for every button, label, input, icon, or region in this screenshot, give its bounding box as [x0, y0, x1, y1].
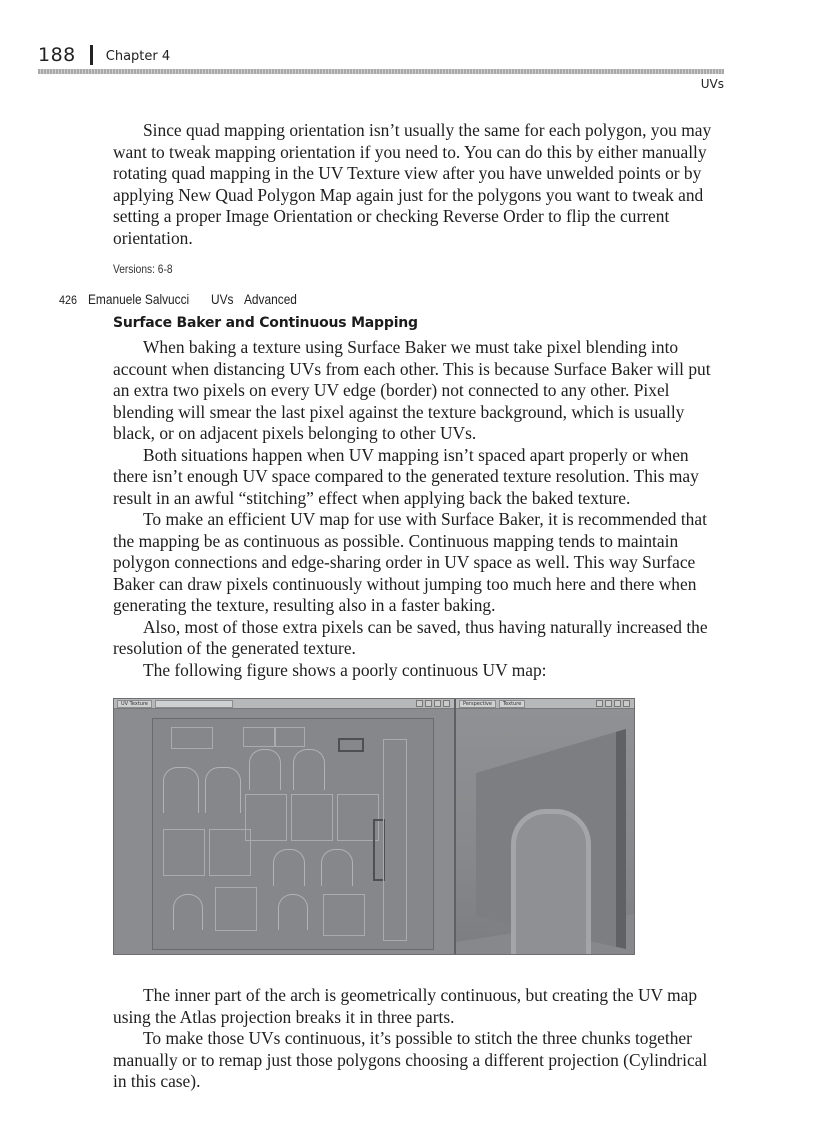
- paragraph: Also, most of those extra pixels can be saved, thus having naturally increased the resolution of the generated texture.: [113, 616, 708, 658]
- uv-island: [163, 829, 205, 876]
- page-number: 188: [38, 44, 76, 66]
- uv-island: [209, 829, 251, 876]
- tip-meta: [58, 291, 306, 307]
- uv-island: [171, 727, 213, 749]
- uv-arch: [293, 749, 325, 790]
- archway: [511, 809, 591, 954]
- tip-title: Surface Baker and Continuous Mapping: [113, 315, 418, 331]
- tip-body: [113, 337, 725, 681]
- uv-island: [215, 887, 257, 931]
- uv-strip: [383, 739, 407, 941]
- running-head: [38, 40, 170, 66]
- paragraph: To make those UVs continuous, it’s possible to stitch the three chunks together manually or to remap just those polygons choosing a different projection (Cylindrical in this case).: [113, 1028, 708, 1091]
- header-divider: [90, 45, 93, 65]
- uv-island: [323, 894, 365, 936]
- paragraph: To make an efficient UV map for use with Surface Baker, it is recommended that the mapping be as continuous as possible. Continuous mapping tends to maintain polygon connections and edge-sharing order in UV space as well. This way Surface Baker can draw pixels continuously without jumping too much here and there when generating the texture, resulting also in a faster baking.: [113, 509, 707, 615]
- uv-island: [245, 794, 287, 841]
- uv-arch: [321, 849, 353, 886]
- uv-arch: [163, 767, 199, 813]
- uv-texture-viewport: [114, 699, 456, 954]
- header-rule: [38, 69, 724, 74]
- paragraph: Both situations happen when UV mapping isn’t spaced apart properly or when there isn’t enough UV space compared to the generated texture resolution. This may result in an awful “stitching” effect when applying back the baked texture.: [113, 444, 699, 508]
- maximize-icon: [443, 700, 450, 707]
- uv-arch: [273, 849, 305, 886]
- zoom-icon: [614, 700, 621, 707]
- move-icon: [596, 700, 603, 707]
- maximize-icon: [623, 700, 630, 707]
- uv-map-figure: [113, 698, 635, 955]
- uv-island: [275, 727, 305, 747]
- uv-selection: [338, 738, 364, 752]
- paragraph: The following figure shows a poorly continuous UV map:: [143, 659, 547, 680]
- wall-edge: [616, 729, 626, 949]
- versions-label: Versions: 6-8: [113, 262, 173, 276]
- perspective-viewport: [456, 699, 634, 954]
- uv-arch: [173, 894, 203, 930]
- paragraph: The inner part of the arch is geometrically continuous, but creating the UV map using the Atlas projection breaks it in three parts.: [113, 985, 698, 1027]
- zoom-icon: [434, 700, 441, 707]
- move-icon: [416, 700, 423, 707]
- uv-layout: [152, 718, 434, 950]
- uv-map-dropdown: [155, 700, 233, 708]
- chapter-label: Chapter 4: [105, 49, 171, 64]
- uv-arch: [205, 767, 241, 813]
- viewport-controls: [596, 700, 630, 707]
- uv-island: [291, 794, 333, 841]
- intro-text: [113, 120, 725, 249]
- view-type-dropdown: UV Texture: [117, 700, 152, 708]
- tip-number: 426: [59, 293, 78, 307]
- tip-level: Advanced: [243, 291, 297, 307]
- uv-arch: [249, 749, 281, 790]
- tip-category: UVs: [211, 291, 234, 307]
- arch-render: [456, 709, 634, 954]
- rotate-icon: [605, 700, 612, 707]
- view-type-dropdown: Perspective: [459, 700, 496, 708]
- viewport-toolbar: [456, 699, 634, 709]
- paragraph: Since quad mapping orientation isn’t usually the same for each polygon, you may want to tweak mapping orientation if you need to. You can do this by either manually rotating quad mapping in the UV Texture view after you have unwelded points or by applying New Quad Polygon Map again just for the polygons you want to tweak and setting a proper Image Orientation or checking Reverse Order to flip the current orientation.: [113, 120, 712, 248]
- viewport-toolbar: [114, 699, 454, 709]
- uv-arch: [278, 894, 308, 930]
- tip-author: Emanuele Salvucci: [88, 291, 190, 307]
- rotate-icon: [425, 700, 432, 707]
- section-tag: UVs: [700, 77, 724, 91]
- viewport-controls: [416, 700, 450, 707]
- paragraph: When baking a texture using Surface Baker we must take pixel blending into account when distancing UVs from each other. This is because Surface Baker will put an extra two pixels on every UV edge (border) not connected to any other. Pixel blending will smear the last pixel against the texture background, which is usually black, or on adjacent pixels belonging to other UVs.: [113, 337, 711, 443]
- render-mode-dropdown: Texture: [499, 700, 525, 708]
- after-figure-text: [113, 985, 725, 1093]
- uv-island: [243, 727, 275, 747]
